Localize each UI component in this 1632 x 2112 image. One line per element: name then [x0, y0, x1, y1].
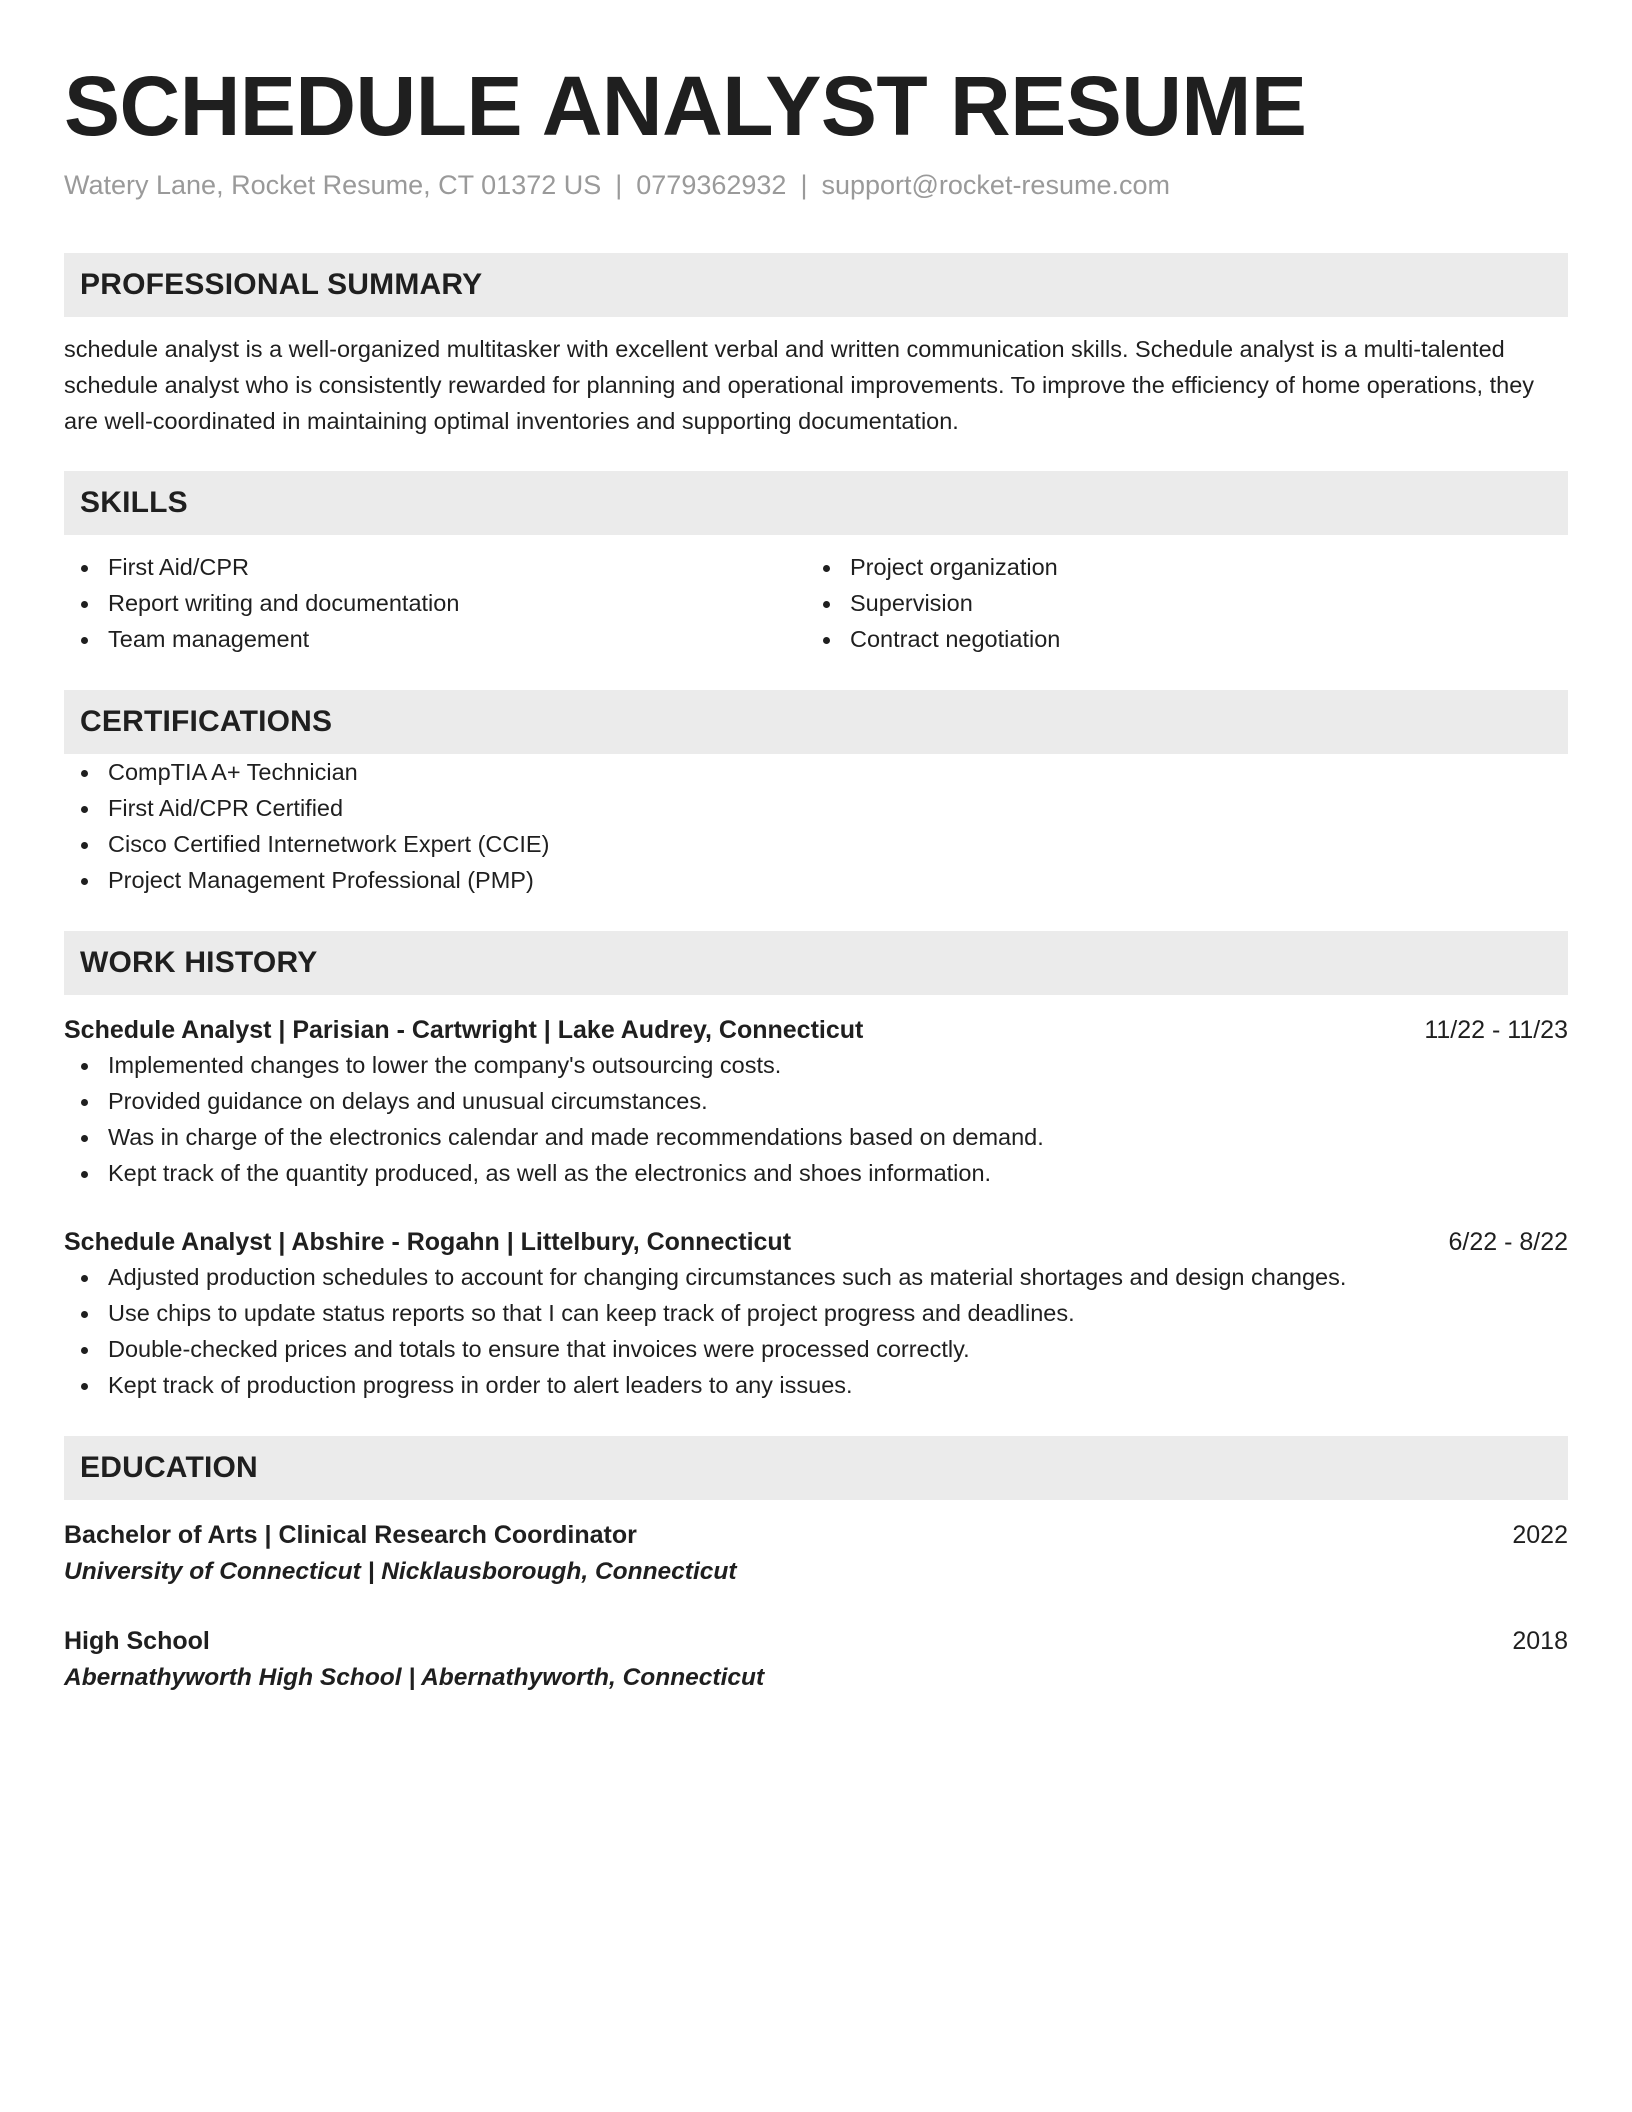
skills-list-right [806, 549, 1548, 657]
education-school: Abernathyworth High School | Abernathyworth, Connecticut [64, 1664, 765, 1691]
job-bullet: Implemented changes to lower the company's outsourcing costs. [64, 1047, 1568, 1083]
certification-item: First Aid/CPR Certified [64, 790, 1568, 826]
section-heading-skills: SKILLS [64, 471, 1568, 535]
job-bullet-list [64, 1047, 1568, 1191]
contact-address: Watery Lane, Rocket Resume, CT 01372 US [64, 170, 602, 200]
skill-item: Supervision [806, 585, 1548, 621]
contact-line [64, 168, 1568, 202]
job-bullet: Adjusted production schedules to account for changing circumstances such as material shortages and design changes. [64, 1259, 1568, 1295]
skills-list-left [64, 549, 806, 657]
resume-title: SCHEDULE ANALYST RESUME [64, 59, 1307, 153]
skill-item: First Aid/CPR [64, 549, 806, 585]
certifications-list [64, 754, 1568, 898]
education-entry-header [64, 1624, 1568, 1658]
skills-column-right [806, 549, 1548, 657]
job-dates: 11/22 - 11/23 [1424, 1016, 1568, 1044]
skill-item: Contract negotiation [806, 621, 1548, 657]
job-title: Schedule Analyst | Parisian - Cartwright | Lake Audrey, Connecticut [64, 1016, 864, 1044]
job-bullet-list [64, 1259, 1568, 1403]
skill-item: Report writing and documentation [64, 585, 806, 621]
contact-separator: | [615, 170, 623, 200]
summary-text: schedule analyst is a well-organized multitasker with excellent verbal and written communication skills. Schedule analyst is a multi-talented schedule analyst who is consistently rewarded for planning and operational improvements. To improve the efficiency of home operations, they are well-coordinated in maintaining optimal inventories and supporting documentation. [64, 336, 1535, 434]
certification-item: Project Management Professional (PMP) [64, 862, 1568, 898]
job-bullet: Was in charge of the electronics calendar and made recommendations based on demand. [64, 1119, 1568, 1155]
section-heading-education: EDUCATION [64, 1436, 1568, 1500]
education-year: 2022 [1512, 1521, 1568, 1549]
skills-column-left [64, 549, 806, 657]
job-bullet: Provided guidance on delays and unusual circumstances. [64, 1083, 1568, 1119]
skill-item: Project organization [806, 549, 1548, 585]
education-entry-header [64, 1518, 1568, 1552]
job-bullet: Double-checked prices and totals to ensure that invoices were processed correctly. [64, 1331, 1568, 1367]
job-title: Schedule Analyst | Abshire - Rogahn | Littelbury, Connecticut [64, 1228, 792, 1256]
certification-item: CompTIA A+ Technician [64, 754, 1568, 790]
job-bullet: Use chips to update status reports so that I can keep track of project progress and deadlines. [64, 1295, 1568, 1331]
contact-email: support@rocket-resume.com [821, 170, 1170, 200]
job-bullet: Kept track of production progress in order to alert leaders to any issues. [64, 1367, 1568, 1403]
section-heading-summary: PROFESSIONAL SUMMARY [64, 253, 1568, 317]
education-school: University of Connecticut | Nicklausborough, Connecticut [64, 1558, 737, 1585]
job-entry-header [64, 1225, 1568, 1259]
job-dates: 6/22 - 8/22 [1448, 1228, 1568, 1256]
section-heading-certifications: CERTIFICATIONS [64, 690, 1568, 754]
contact-separator: | [800, 170, 808, 200]
skills-grid [64, 549, 1568, 657]
job-bullet: Kept track of the quantity produced, as well as the electronics and shoes information. [64, 1155, 1568, 1191]
skill-item: Team management [64, 621, 806, 657]
contact-phone: 0779362932 [636, 170, 787, 200]
section-heading-work-history: WORK HISTORY [64, 931, 1568, 995]
education-degree: Bachelor of Arts | Clinical Research Coordinator [64, 1521, 637, 1549]
education-degree: High School [64, 1627, 210, 1655]
job-entry-header [64, 1013, 1568, 1047]
certification-item: Cisco Certified Internetwork Expert (CCIE) [64, 826, 1568, 862]
education-year: 2018 [1512, 1627, 1568, 1655]
